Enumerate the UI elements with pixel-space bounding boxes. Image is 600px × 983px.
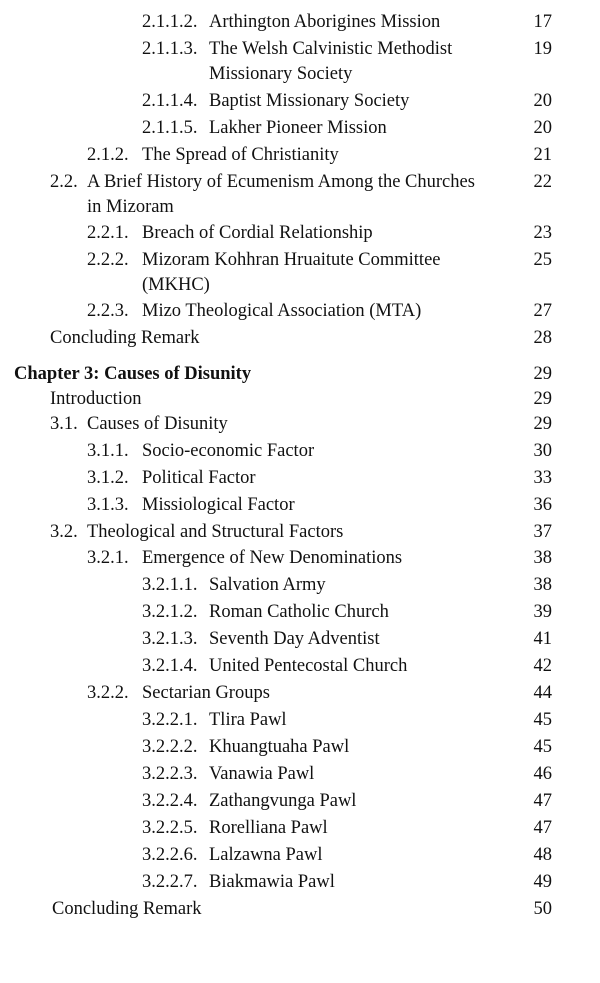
entry-number: 2.1.1.3. xyxy=(142,39,198,59)
entry-page: 37 xyxy=(533,522,552,542)
chapter-title: Chapter 3: Causes of Disunity xyxy=(14,364,252,384)
entry-title: Socio-economic Factor xyxy=(142,441,315,461)
entry-number: 3.1.1. xyxy=(87,441,129,461)
entry-page: 29 xyxy=(533,389,552,409)
entry-title: Concluding Remark xyxy=(52,899,202,919)
entry-page: 50 xyxy=(533,899,552,919)
entry-title: Seventh Day Adventist xyxy=(209,629,380,649)
entry-number: 2.2.3. xyxy=(87,301,129,321)
entry-page: 33 xyxy=(533,468,552,488)
entry-page: 46 xyxy=(533,764,552,784)
entry-number: 3.2.2.1. xyxy=(142,710,198,730)
entry-title-continued: (MKHC) xyxy=(142,275,210,295)
entry-page: 28 xyxy=(533,328,552,348)
entry-title: A Brief History of Ecumenism Among the Churches xyxy=(87,172,475,192)
entry-page: 27 xyxy=(533,301,552,321)
entry-number: 2.1.1.4. xyxy=(142,91,198,111)
entry-title: Vanawia Pawl xyxy=(209,764,315,784)
entry-page: 17 xyxy=(533,12,552,32)
entry-title: Zathangvunga Pawl xyxy=(209,791,357,811)
entry-page: 38 xyxy=(533,575,552,595)
entry-title: Theological and Structural Factors xyxy=(87,522,344,542)
entry-title: Lalzawna Pawl xyxy=(209,845,323,865)
entry-number: 2.2. xyxy=(50,172,78,192)
entry-number: 3.2.1.4. xyxy=(142,656,198,676)
entry-number: 2.1.1.2. xyxy=(142,12,198,32)
entry-title: Khuangtuaha Pawl xyxy=(209,737,350,757)
entry-page: 36 xyxy=(533,495,552,515)
entry-title: Missiological Factor xyxy=(142,495,295,515)
entry-number: 3.2.2.5. xyxy=(142,818,198,838)
entry-number: 3.2.1.3. xyxy=(142,629,198,649)
entry-number: 3.1. xyxy=(50,414,78,434)
entry-page: 47 xyxy=(533,791,552,811)
entry-page: 20 xyxy=(533,91,552,111)
entry-number: 2.2.1. xyxy=(87,223,129,243)
entry-number: 3.1.2. xyxy=(87,468,129,488)
entry-page: 22 xyxy=(533,172,552,192)
entry-number: 3.2. xyxy=(50,522,78,542)
entry-page: 20 xyxy=(533,118,552,138)
entry-number: 2.1.2. xyxy=(87,145,129,165)
entry-title: Tlira Pawl xyxy=(209,710,287,730)
entry-number: 3.2.2. xyxy=(87,683,129,703)
entry-title: Mizoram Kohhran Hruaitute Committee xyxy=(142,250,441,270)
entry-number: 3.2.2.7. xyxy=(142,872,198,892)
entry-page: 39 xyxy=(533,602,552,622)
entry-number: 3.2.1.1. xyxy=(142,575,198,595)
entry-page: 21 xyxy=(533,145,552,165)
entry-number: 3.2.1.2. xyxy=(142,602,198,622)
entry-number: 3.2.2.6. xyxy=(142,845,198,865)
entry-title: Mizo Theological Association (MTA) xyxy=(142,301,422,321)
entry-number: 3.2.2.4. xyxy=(142,791,198,811)
entry-title: Sectarian Groups xyxy=(142,683,270,703)
entry-title: Causes of Disunity xyxy=(87,414,228,434)
entry-title: The Spread of Christianity xyxy=(142,145,339,165)
entry-page: 29 xyxy=(533,414,552,434)
entry-page: 19 xyxy=(533,39,552,59)
entry-title: Concluding Remark xyxy=(50,328,200,348)
entry-page: 48 xyxy=(533,845,552,865)
entry-page: 30 xyxy=(533,441,552,461)
entry-title: Breach of Cordial Relationship xyxy=(142,223,373,243)
entry-page: 49 xyxy=(533,872,552,892)
entry-page: 25 xyxy=(533,250,552,270)
entry-page: 44 xyxy=(533,683,552,703)
entry-page: 23 xyxy=(533,223,552,243)
entry-number: 3.2.2.3. xyxy=(142,764,198,784)
entry-page: 29 xyxy=(533,364,552,384)
entry-page: 45 xyxy=(533,710,552,730)
entry-number: 3.2.2.2. xyxy=(142,737,198,757)
entry-title-continued: in Mizoram xyxy=(87,197,174,217)
entry-page: 38 xyxy=(533,548,552,568)
entry-title: Roman Catholic Church xyxy=(209,602,389,622)
entry-page: 45 xyxy=(533,737,552,757)
entry-title: Salvation Army xyxy=(209,575,326,595)
entry-title: Arthington Aborigines Mission xyxy=(209,12,441,32)
entry-page: 47 xyxy=(533,818,552,838)
entry-title: Political Factor xyxy=(142,468,256,488)
entry-title: Introduction xyxy=(50,389,142,409)
entry-number: 3.1.3. xyxy=(87,495,129,515)
entry-page: 41 xyxy=(533,629,552,649)
entry-page: 42 xyxy=(533,656,552,676)
entry-title: Emergence of New Denominations xyxy=(142,548,403,568)
entry-title-continued: Missionary Society xyxy=(209,64,353,84)
entry-title: United Pentecostal Church xyxy=(209,656,408,676)
entry-title: Rorelliana Pawl xyxy=(209,818,328,838)
entry-number: 2.1.1.5. xyxy=(142,118,198,138)
entry-number: 2.2.2. xyxy=(87,250,129,270)
entry-title: Biakmawia Pawl xyxy=(209,872,335,892)
entry-title: The Welsh Calvinistic Methodist xyxy=(209,39,453,59)
entry-title: Baptist Missionary Society xyxy=(209,91,410,111)
entry-title: Lakher Pioneer Mission xyxy=(209,118,387,138)
entry-number: 3.2.1. xyxy=(87,548,129,568)
